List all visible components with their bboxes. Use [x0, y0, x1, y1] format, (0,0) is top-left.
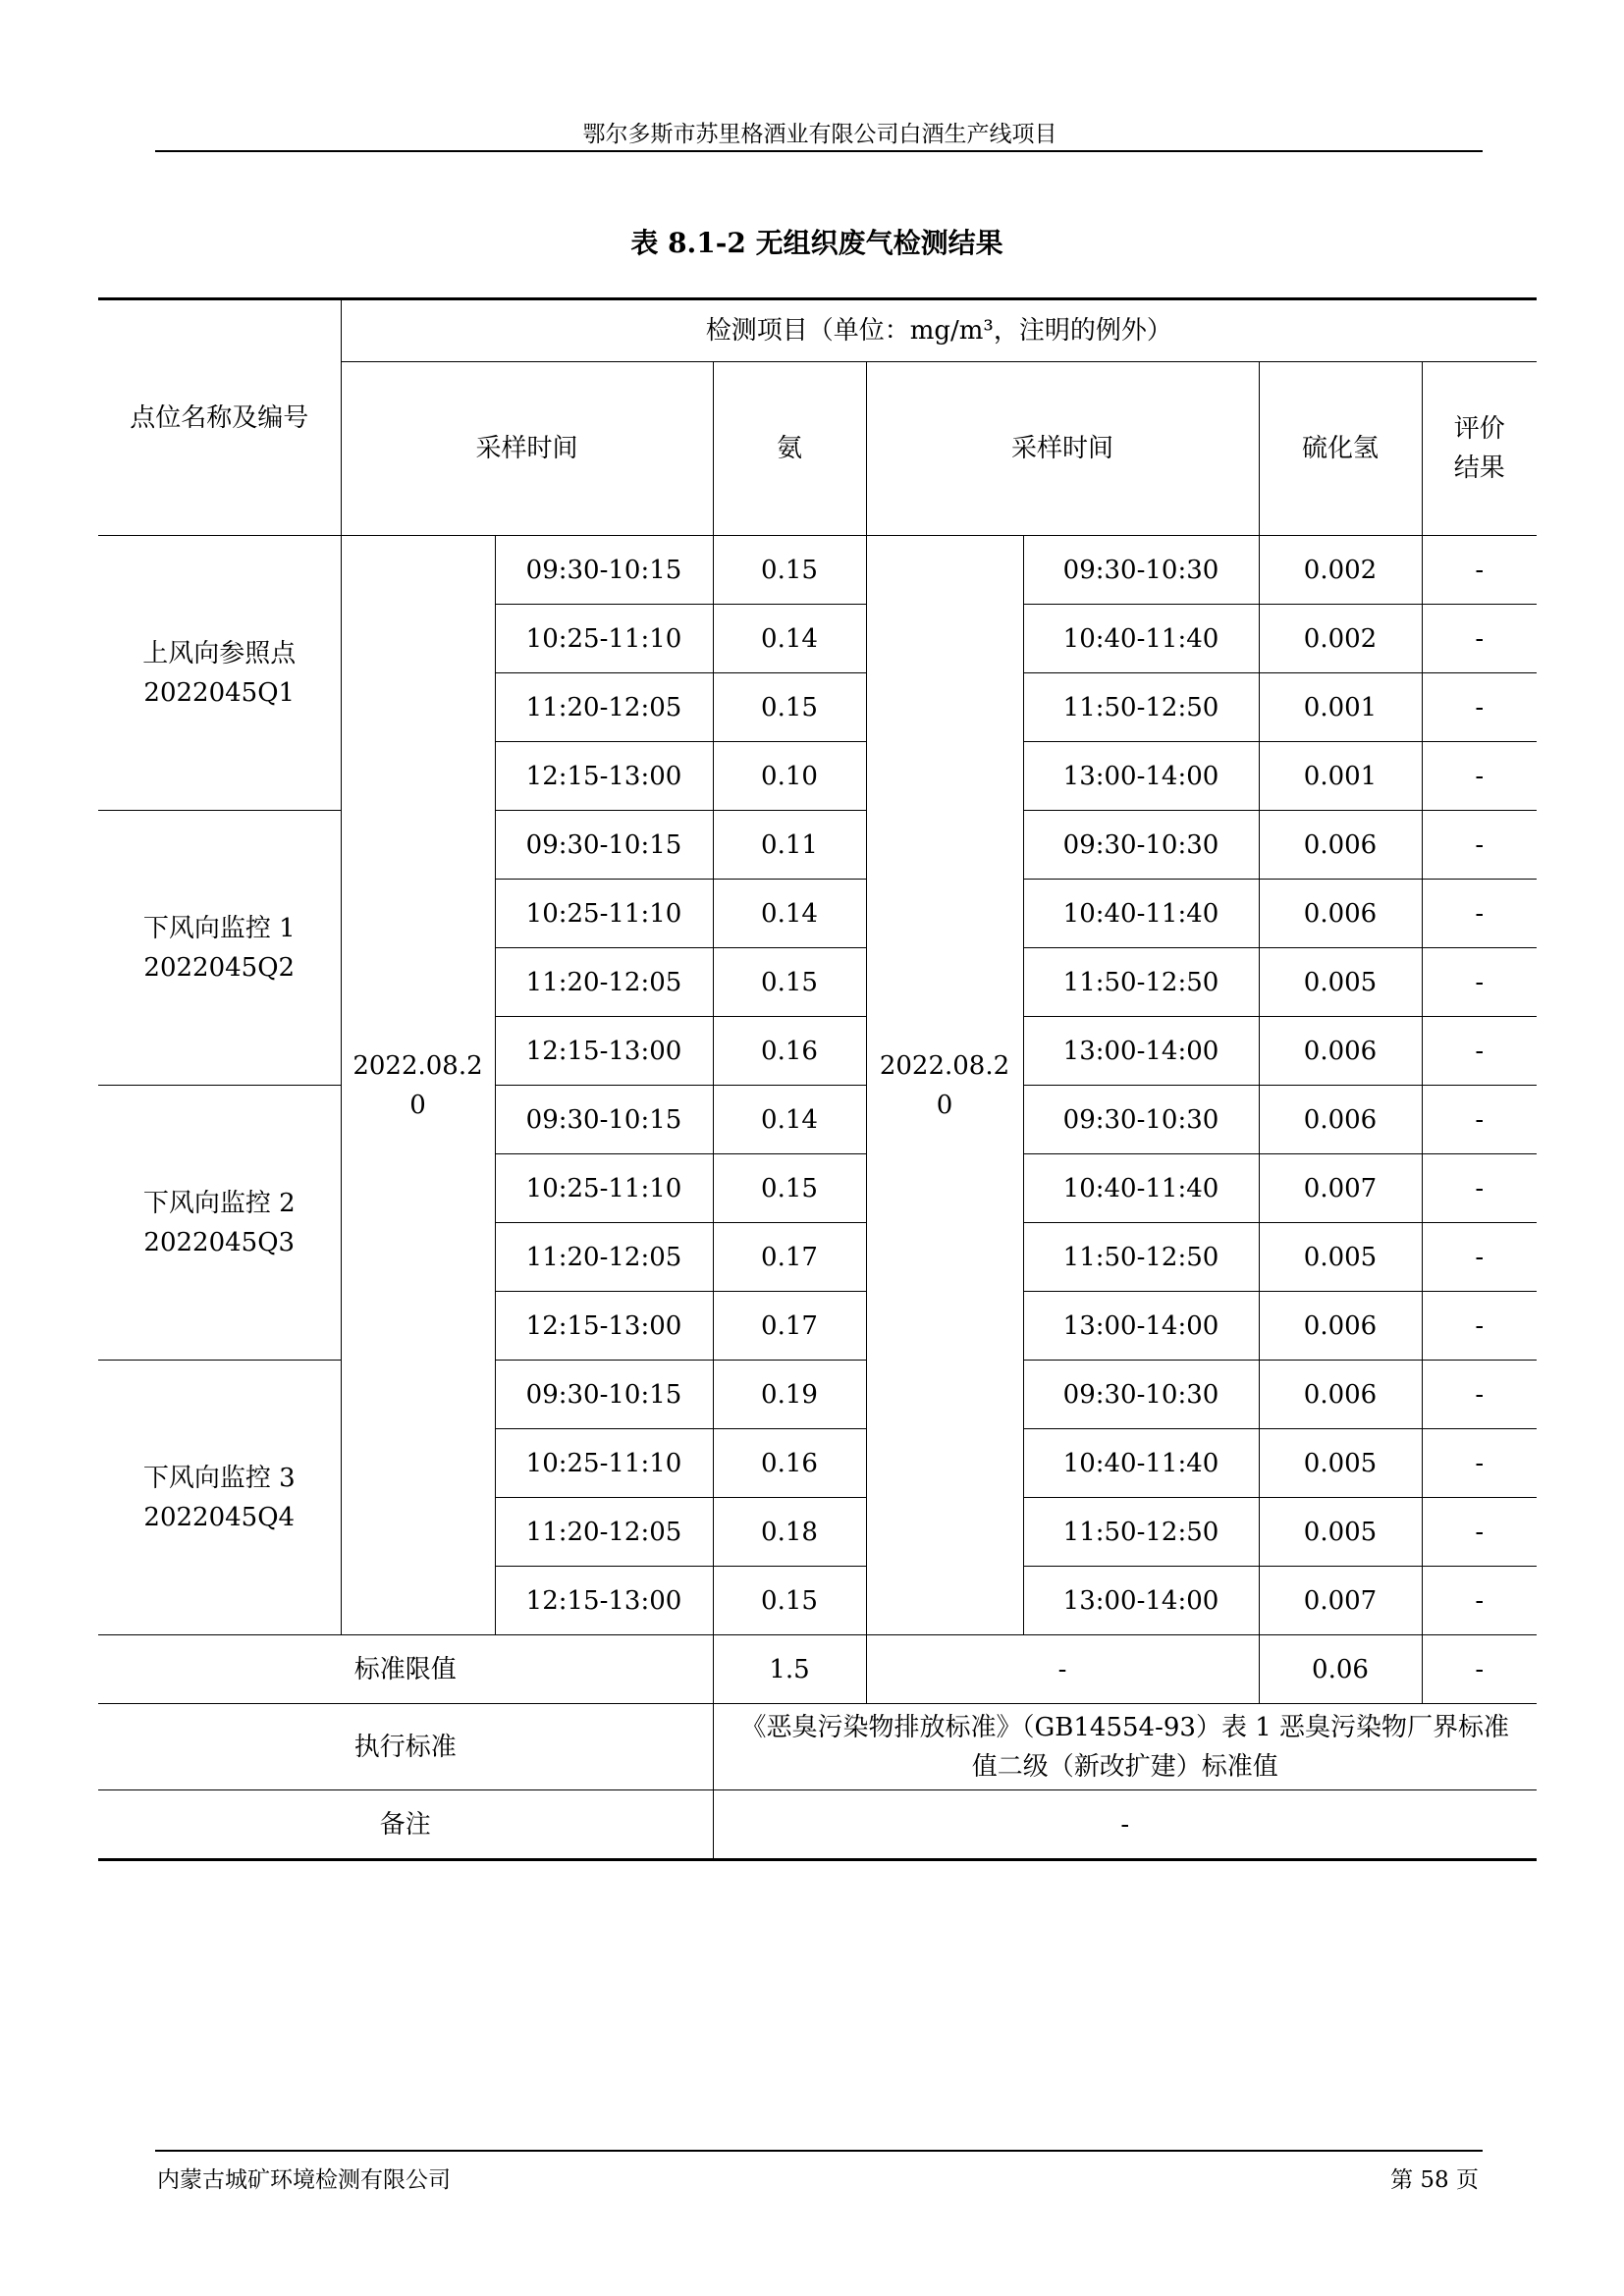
ammonia-value: 0.15: [713, 673, 866, 742]
evaluation-value: -: [1422, 811, 1537, 880]
ammonia-sampling-time: 11:20-12:05: [495, 1223, 713, 1292]
evaluation-limit: -: [1422, 1635, 1537, 1704]
ammonia-sampling-time: 12:15-13:00: [495, 742, 713, 811]
point-code: 2022045Q3: [143, 1227, 296, 1257]
ammonia-value: 0.18: [713, 1498, 866, 1567]
h2s-sampling-time: 10:40-11:40: [1023, 880, 1259, 948]
h2s-value: 0.007: [1259, 1567, 1422, 1635]
remark-value: -: [713, 1790, 1537, 1860]
ammonia-value: 0.16: [713, 1429, 866, 1498]
evaluation-value: -: [1422, 880, 1537, 948]
point-cell: [98, 1086, 341, 1361]
evaluation-value: -: [1422, 1017, 1537, 1086]
evaluation-value: -: [1422, 1154, 1537, 1223]
h2s-sampling-time: 10:40-11:40: [1023, 605, 1259, 673]
evaluation-value: -: [1422, 536, 1537, 605]
ammonia-sampling-time: 09:30-10:15: [495, 536, 713, 605]
evaluation-value: -: [1422, 1361, 1537, 1429]
executive-standard-label: 执行标准: [98, 1704, 713, 1790]
ammonia-sampling-time: 09:30-10:15: [495, 811, 713, 880]
h2s-value: 0.006: [1259, 1292, 1422, 1361]
remark-row: [98, 1790, 1537, 1860]
header-hydrogen-sulfide: 硫化氢: [1259, 362, 1422, 536]
ammonia-limit: 1.5: [713, 1635, 866, 1704]
ammonia-sampling-time: 10:25-11:10: [495, 1429, 713, 1498]
ammonia-sampling-time: 11:20-12:05: [495, 673, 713, 742]
footer-page-number: 第 58 页: [1390, 2167, 1479, 2193]
sampling-date-2-text: 2022.08.20: [879, 1050, 1010, 1120]
ammonia-sampling-time: 12:15-13:00: [495, 1292, 713, 1361]
ammonia-sampling-time: 09:30-10:15: [495, 1361, 713, 1429]
h2s-sampling-time: 10:40-11:40: [1023, 1429, 1259, 1498]
evaluation-value: -: [1422, 948, 1537, 1017]
evaluation-value: -: [1422, 673, 1537, 742]
evaluation-value: -: [1422, 1498, 1537, 1567]
ammonia-sampling-time: 10:25-11:10: [495, 1154, 713, 1223]
point-name: 下风向监控 1: [142, 913, 296, 943]
h2s-sampling-time: 13:00-14:00: [1023, 1292, 1259, 1361]
h2s-value: 0.002: [1259, 605, 1422, 673]
h2s-value: 0.005: [1259, 948, 1422, 1017]
evaluation-value: -: [1422, 1223, 1537, 1292]
sampling-date-1: [341, 536, 495, 1635]
evaluation-value: -: [1422, 1567, 1537, 1635]
table-row: [98, 1086, 1537, 1154]
h2s-value: 0.005: [1259, 1429, 1422, 1498]
h2s-value: 0.006: [1259, 880, 1422, 948]
ammonia-value: 0.14: [713, 880, 866, 948]
ammonia-value: 0.11: [713, 811, 866, 880]
ammonia-value: 0.19: [713, 1361, 866, 1429]
h2s-value: 0.006: [1259, 1361, 1422, 1429]
ammonia-value: 0.10: [713, 742, 866, 811]
h2s-sampling-time: 11:50-12:50: [1023, 1223, 1259, 1292]
h2s-sampling-time: 11:50-12:50: [1023, 1498, 1259, 1567]
document-header-title: 鄂尔多斯市苏里格酒业有限公司白酒生产线项目: [582, 122, 1057, 147]
ammonia-value: 0.16: [713, 1017, 866, 1086]
ammonia-sampling-time: 11:20-12:05: [495, 1498, 713, 1567]
ammonia-value: 0.15: [713, 536, 866, 605]
ammonia-sampling-time: 11:20-12:05: [495, 948, 713, 1017]
h2s-sampling-time: 11:50-12:50: [1023, 673, 1259, 742]
ammonia-value: 0.17: [713, 1223, 866, 1292]
ammonia-value: 0.15: [713, 1154, 866, 1223]
standard-limit-label: 标准限值: [98, 1635, 713, 1704]
h2s-sampling-time: 13:00-14:00: [1023, 1017, 1259, 1086]
h2s-sampling-time: 11:50-12:50: [1023, 948, 1259, 1017]
ammonia-sampling-time: 10:25-11:10: [495, 605, 713, 673]
time-limit-placeholder: -: [866, 1635, 1259, 1704]
h2s-sampling-time: 09:30-10:30: [1023, 1086, 1259, 1154]
header-sampling-time-1: 采样时间: [341, 362, 713, 536]
point-cell: [98, 536, 341, 811]
sampling-date-1-text: 2022.08.20: [352, 1050, 483, 1120]
footer-company: 内蒙古城矿环境检测有限公司: [157, 2167, 451, 2193]
ammonia-value: 0.14: [713, 1086, 866, 1154]
h2s-value: 0.006: [1259, 1017, 1422, 1086]
h2s-value: 0.005: [1259, 1498, 1422, 1567]
table-row: [98, 1361, 1537, 1429]
h2s-value: 0.005: [1259, 1223, 1422, 1292]
h2s-value: 0.002: [1259, 536, 1422, 605]
ammonia-sampling-time: 10:25-11:10: [495, 880, 713, 948]
table-row: [98, 536, 1537, 605]
evaluation-value: -: [1422, 1292, 1537, 1361]
h2s-value: 0.006: [1259, 1086, 1422, 1154]
evaluation-value: -: [1422, 1086, 1537, 1154]
point-name: 下风向监控 2: [142, 1188, 296, 1218]
point-cell: [98, 1361, 341, 1635]
ammonia-value: 0.15: [713, 1567, 866, 1635]
header-divider: [155, 150, 1483, 152]
point-code: 2022045Q1: [143, 677, 296, 708]
footer-divider: [155, 2150, 1483, 2152]
table-caption: 表 8.1-2 无组织废气检测结果: [630, 227, 1003, 259]
remark-label: 备注: [98, 1790, 713, 1860]
ammonia-sampling-time: 12:15-13:00: [495, 1017, 713, 1086]
executive-standard-row: [98, 1704, 1537, 1790]
h2s-sampling-time: 10:40-11:40: [1023, 1154, 1259, 1223]
evaluation-value: -: [1422, 605, 1537, 673]
h2s-value: 0.001: [1259, 742, 1422, 811]
evaluation-value: -: [1422, 1429, 1537, 1498]
ammonia-value: 0.17: [713, 1292, 866, 1361]
point-name: 上风向参照点: [142, 638, 297, 668]
h2s-sampling-time: 09:30-10:30: [1023, 811, 1259, 880]
h2s-sampling-time: 09:30-10:30: [1023, 1361, 1259, 1429]
header-evaluation-text: 评价结果: [1453, 414, 1505, 483]
h2s-value: 0.007: [1259, 1154, 1422, 1223]
h2s-sampling-time: 13:00-14:00: [1023, 742, 1259, 811]
point-name: 下风向监控 3: [142, 1463, 296, 1493]
ammonia-sampling-time: 12:15-13:00: [495, 1567, 713, 1635]
ammonia-value: 0.14: [713, 605, 866, 673]
header-sampling-time-2: 采样时间: [866, 362, 1259, 536]
ammonia-sampling-time: 09:30-10:15: [495, 1086, 713, 1154]
standard-limit-row: [98, 1635, 1537, 1704]
h2s-sampling-time: 09:30-10:30: [1023, 536, 1259, 605]
point-code: 2022045Q4: [143, 1502, 296, 1532]
ammonia-value: 0.15: [713, 948, 866, 1017]
sampling-date-2: [866, 536, 1023, 1635]
header-evaluation-result: [1422, 362, 1537, 536]
executive-standard-value: [713, 1704, 1537, 1790]
h2s-value: 0.001: [1259, 673, 1422, 742]
header-detection-items: 检测项目（单位：mg/m³，注明的例外）: [341, 299, 1537, 362]
h2s-value: 0.006: [1259, 811, 1422, 880]
executive-standard-text: 《恶臭污染物排放标准》（GB14554-93）表 1 恶臭污染物厂界标准值二级（新改扩建）标准值: [740, 1712, 1510, 1782]
h2s-limit: 0.06: [1259, 1635, 1422, 1704]
emission-results-table: [98, 297, 1537, 1861]
header-ammonia: 氨: [713, 362, 866, 536]
point-cell: [98, 811, 341, 1086]
h2s-sampling-time: 13:00-14:00: [1023, 1567, 1259, 1635]
header-point-name: 点位名称及编号: [98, 299, 341, 536]
evaluation-value: -: [1422, 742, 1537, 811]
point-code: 2022045Q2: [143, 952, 296, 983]
table-row: [98, 811, 1537, 880]
